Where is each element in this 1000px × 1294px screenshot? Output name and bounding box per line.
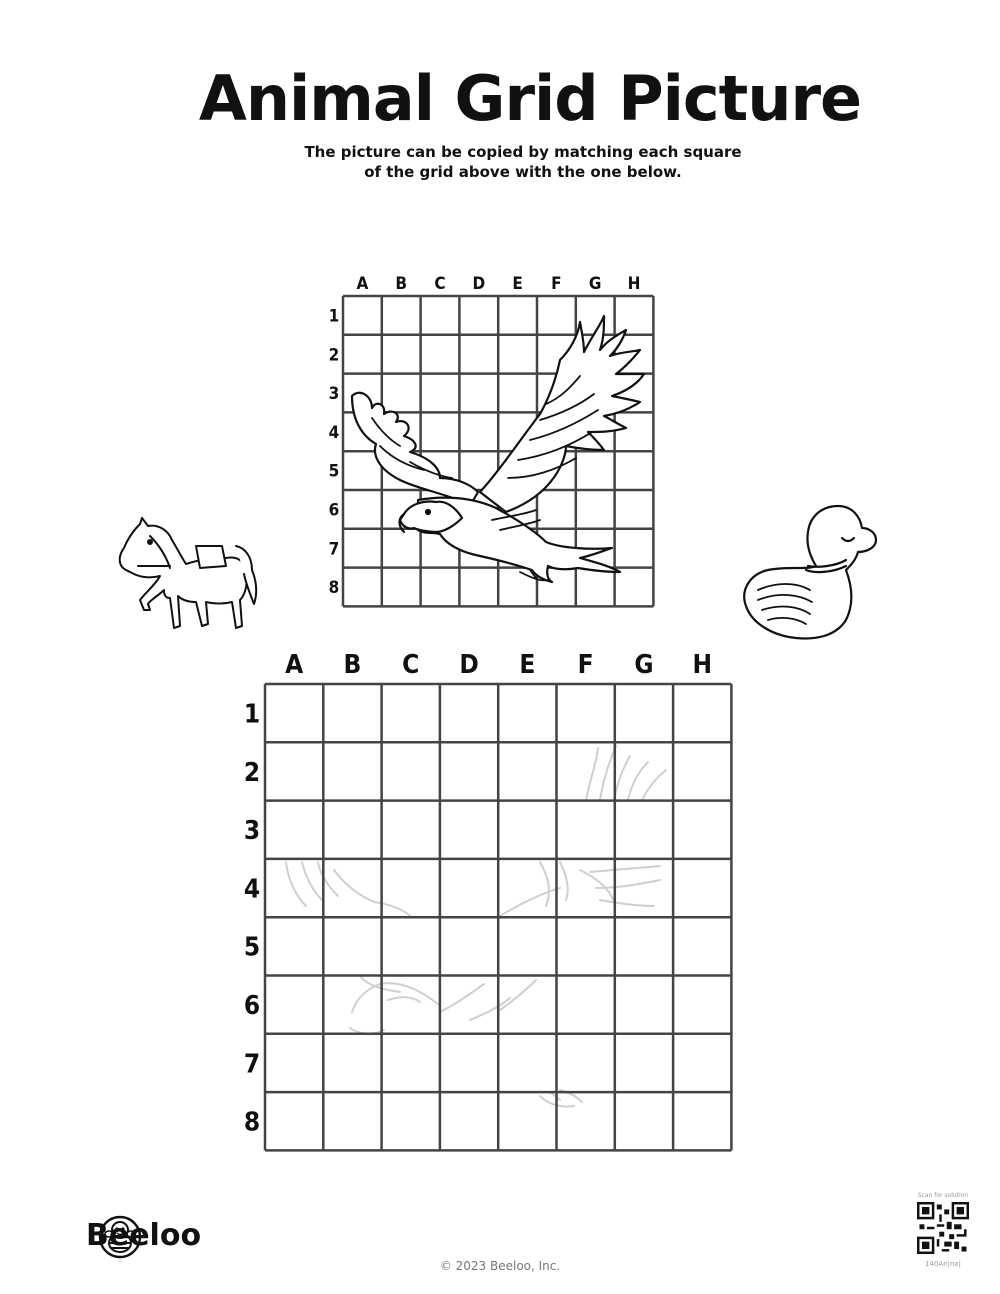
drawing-grid-row-labels bbox=[244, 700, 260, 1138]
big-column-label: A bbox=[285, 650, 304, 680]
big-row-label: 1 bbox=[243, 699, 261, 730]
big-column-label: H bbox=[692, 650, 713, 680]
copyright-notice: © 2023 Beeloo, Inc. bbox=[439, 1259, 561, 1273]
instructions-line-1: The picture can be copied by matching each square bbox=[304, 143, 742, 161]
small-row-label: 7 bbox=[328, 539, 340, 560]
small-row-label: 1 bbox=[328, 306, 340, 327]
qr-code-id: 140An|nx| bbox=[925, 1260, 961, 1268]
instructions-line-2: of the grid above with the one below. bbox=[364, 163, 682, 181]
drawing-grid-lines bbox=[265, 684, 731, 1150]
small-row-label: 5 bbox=[328, 461, 340, 482]
small-column-label: G bbox=[588, 274, 602, 294]
small-row-label: 2 bbox=[328, 345, 340, 366]
big-row-label: 2 bbox=[243, 757, 261, 788]
small-column-label: H bbox=[627, 274, 641, 294]
big-column-label: D bbox=[459, 650, 479, 680]
big-column-label: G bbox=[634, 650, 654, 680]
small-column-label: B bbox=[395, 274, 408, 294]
small-row-label: 3 bbox=[328, 384, 340, 405]
small-row-label: 8 bbox=[328, 578, 340, 599]
big-column-label: F bbox=[577, 650, 594, 680]
big-row-label: 6 bbox=[243, 991, 261, 1022]
small-row-label: 4 bbox=[328, 422, 340, 443]
big-column-label: B bbox=[343, 650, 362, 680]
big-row-label: 4 bbox=[243, 874, 261, 905]
drawing-grid[interactable] bbox=[244, 650, 732, 1150]
small-column-label: A bbox=[356, 274, 369, 294]
duck-illustration bbox=[744, 506, 876, 638]
qr-code-icon[interactable] bbox=[917, 1202, 969, 1254]
reference-grid-row-labels bbox=[329, 307, 340, 599]
big-row-label: 3 bbox=[243, 816, 261, 847]
small-row-label: 6 bbox=[328, 500, 340, 521]
big-row-label: 7 bbox=[243, 1049, 261, 1080]
page-title: Animal Grid Picture bbox=[198, 62, 862, 135]
brand-name: Beeloo bbox=[86, 1218, 202, 1253]
small-column-label: E bbox=[512, 274, 523, 294]
horse-illustration bbox=[120, 518, 256, 628]
drawing-grid-column-labels bbox=[285, 650, 712, 680]
reference-grid-column-labels bbox=[356, 274, 640, 294]
small-column-label: D bbox=[472, 274, 486, 294]
small-column-label: C bbox=[434, 274, 446, 294]
qr-caption: Scan for solution bbox=[917, 1192, 969, 1199]
big-column-label: E bbox=[519, 650, 536, 680]
big-column-label: C bbox=[402, 650, 420, 680]
big-row-label: 5 bbox=[243, 932, 261, 963]
big-row-label: 8 bbox=[243, 1107, 261, 1138]
small-column-label: F bbox=[551, 274, 562, 294]
